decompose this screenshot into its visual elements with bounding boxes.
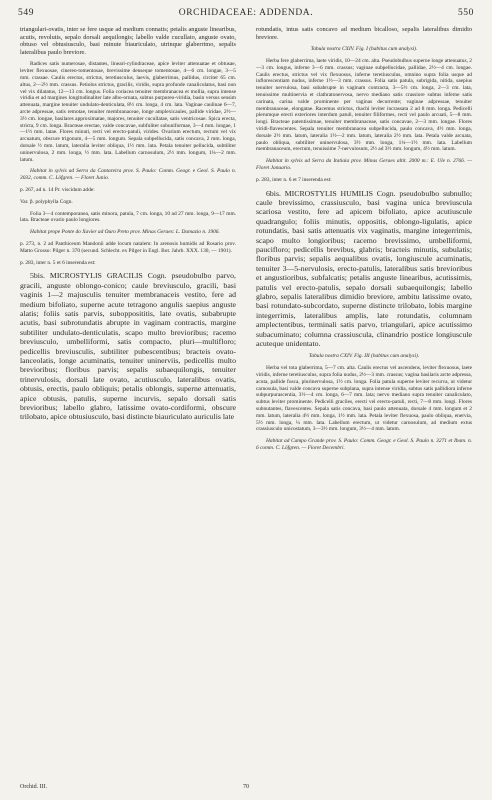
right-para-8: Herba vel tota glaberrima, 5—7 cm. alta. Caulis erectus vel ascendens, leviter flexuosus, laete viridis, inferne teretiusculus, supra folia nudus, 2½—3 mm. crassus; vagina basilaris arcte adpressa, acuta, pallide fusca, plurinervulosa, 1½ cm. longa. Folia patula superne leviter recurva, ut videtur carnosula, basi valde concava superne subplana, supra intense viridia, subtus satis pallidiora inferne subpurpurascentia, 3½—4 cm. longa, 6—7 mm. lata; nervo mediano supra tenuiter canaliculato, subtus leviter prominente. Pedicelli graciles, erecti vel erecto-patuli, recti, 7—8 mm. longi. Flores subnutantes, flavescentes. Sepala satis concava, basi paulo attenuata, dorsale 4 mm. longum et 2 mm. latum, lateralia 4½ mm. longa, 1½ mm. lata. Petala leviter flexuosa, paulo obliqua, enervia, 5½ mm. longa, ¼ mm. lata. Labellum erectum, ut videtur carnosulum, ad medium extus crassiusculo unicostatum, 3—3½ mm. longum, 3½—4 mm. latum. bbox=[256, 365, 472, 433]
left-para-1: triangulari-ovatis, inter se fere usque ad medium connatis; petalis anguste linearibus, acutis, revolutis, sepalo dorsali aequilongis; labello valde cucullato, anguste ovato, obtuso vel obtusiusculo, basi minute biauriculato, utrinque glaberrimo, sepalis lateralibus paulo breviore. bbox=[20, 26, 236, 56]
page-number-left: 549 bbox=[18, 8, 35, 18]
left-ref-2: p. 273, n. 2 ad Panthiceum Mandonii adde locum natalem: In arenosis humidis ad Rosario prov. Matto Grosso: Pilger n. 370 (secund. Schlecht. ex Pilger in Engl. Bot. Jahrb. XXX. 130, — 1901). bbox=[20, 240, 236, 254]
left-habitat-1: Habitat in sylvis ad Serra da Cantareira prov. S. Paulo: Comm. Geogr. e Geol. S. Paulo n. 3032, comm. C. Löfgren. — Floret Junio. bbox=[20, 168, 236, 182]
left-species-description: 5bis. MICROSTYLIS GRACILIS Cogn. pseudobulbo parvo, gracili, anguste oblongo-conico; caule breviusculo, gracili, basi vaginis 1—2 majusculis tenuiter membranaceis vestito, fere ad medium bifoliato, superne acute tetragono angulis saepius anguste alatis; foliis satis parvis, subopposititis, late ovatis, subabrupte acutis, basi subrotundatis abrupte in vaginam contractis, margine subtiliter undulato-denticulatis, scapo multo brevioribus; racemo breviusculo, umbelliformi, satis compacto, pluri—multifloro; pedicellis breviusculis, subtiliter pubescentibus; bracteis ovato-lanceolatis, longe acuminatis, tenuiter uninerviis, pedicellis multo brevioribus; floribus parvis; sepalis subaequilongis, tenuiter trinervulosis, dorsali late ovato, acutiusculo, lateralibus ovatis, obtusis, erectis, paulo obliquis; petalis oblongis, superne attenuatis, apice obtusis, patulis, superne incurvis, sepalo dorsali satis brevioribus; labello glabro, latissime ovato-cordiformi, obscure trilobato, apice obtusiusculo, basi distincte biauriculato auriculis late bbox=[20, 271, 236, 422]
left-ref-1: p. 267, ad n. 14 Pr. viscidum adde: bbox=[20, 186, 95, 193]
left-column bbox=[20, 26, 236, 786]
left-variety: Var. β. polyphylla Cogn. bbox=[20, 198, 73, 205]
right-plate-ref-1: Tabula nostra CXIV. Fig. I (habitus cum analysi). bbox=[310, 46, 418, 53]
footer-signature: Orchid. III. bbox=[20, 784, 48, 790]
right-plate-ref-2: Tabula nostra CXIV. Fig. III (habitus cum analysi). bbox=[308, 353, 420, 360]
right-column bbox=[256, 26, 472, 786]
right-habitat-2: Habitat ad Campo Grande prov. S. Paulo: Comm. Geogr. e Geol. S. Paulo n. 3271 et Ibam. n. 6 comm. C. Löfgren. — Floret Decembri. bbox=[256, 438, 472, 451]
right-para-3: Herba fere glaberrima, laete viridis, 10—24 cm. alta. Pseudobulbus superne longe attenuatus, 2—3 cm. longus, inferne 3—6 mm. crassus; vaginae subpellucidae, pallidae, 2½—4 cm. longae. Caulis erectus, strictus vel vix flexuosus, inferne teretiusculus, omnino supra folia usque ad inflorescentiam nudus, inferne 1½—3 mm. crassus. Folia satis patula, subrigida, nitida, saepius tenuiter nervulosa, basi subabrupte in vaginam contracta, 3—5½ cm. longa, 2—3 cm. lata, tenuissime multinervia et clathratonervosa, nervo mediano satis crassiore subtus inferne satis carinata, carina valde prominente per vaginas decurrente; vaginae adpressae, tenuiter membranaceae, elongatae. Racemus strictus, rhachi leviter incrassata 2 ad 8 mm. longa. Pedicelli plerumque erecti exteriores interdum patuli, tenuiter filiformes, recti vel paulo arcuati, 5—8 mm. longi. Bracteae patentissimae, tenuiter membranaceae, satis concavae, 2—3 mm. longae. Flores viridi-flavescentes. Sepala tenuiter membranacea subpellucida, paulo concava, 4½ mm. longa, dorsale 2½ mm. latum, lateralia 1½—2 mm. latum, lateralia 2½ mm. lata. Petala valde arcuata, paulo obliqua, subtiliter uninervulosa, 3½ mm. longa, 1¼—1½ mm. lata. Labellum membranaceum, erectum, tenuissime 7-nervulosum, 2½ ad 3½ mm. longum, 4½ mm. latum. bbox=[256, 57, 472, 153]
page-footer bbox=[20, 784, 472, 794]
right-species-description: 6bis. MICROSTYLIS HUMILIS Cogn. pseudobulbo subnullo; caule brevissimo, crassiusculo, basi vagina unica breviuscula scariosa vestito, fere ad apicem bifoliato, apice acutiuscule quadrangulo; foliis minutis, oppositis, oblongo-ligulatis, apice rotundatis, basi satis attenuatis vix vaginatis, margine integerrimis, scapo multo longioribus; racemo brevissimo, umbelliformi, paucifloro; pedicellis brevibus, glabris; bracteis minutis, subulatis; floribus parvis; sepalis aequalibus ovatis, longiuscule acuminatis, tenuiter 3—5-nervulosis, erecto-patulis, lateralibus satis brevioribus et angustioribus, subfalcatis; petalis anguste linearibus, acutissimis, patulis vel erecto-patulis, sepalo dorsali subaequilongis; labello glabro, sepalis lateralibus dimidio breviore, ambitu latissime ovato, basi rotundato-subcordato, superne distincte trilobato, lobis margine integerrimis, lateralibus amplis, late rotundatis, columnam amplectentibus, terminali satis parvo, triangulari, apice acutissimo subacuminato; columna crassiuscula, clinandrio postice longiuscule acuteque unidentato. bbox=[256, 188, 472, 349]
running-title: ORCHIDACEAE: ADDENDA. bbox=[178, 8, 314, 18]
running-header bbox=[18, 8, 474, 22]
left-ref-3: p. 283, inter n. 5 et 6 inserenda est: bbox=[20, 259, 96, 266]
right-habitat-1: Habitat in sylvis ad Serra da Itatiaia prov. Minas Geraes altit. 2000 m.: E. Ule n. 2766. — Floret Januario. bbox=[256, 158, 472, 171]
left-para-6: Folia 3—4 contemporanea, satis minora, patula, 7 cm. longa, 10 ad 27 mm. longa, 9—17 mm. lata. Bracteae ovario paulo longiores. bbox=[20, 210, 236, 224]
page-number-right: 550 bbox=[457, 8, 474, 18]
left-para-2: Radices satis numerosae, distantes, lineari-cylindraceae, apice leviter attenuatae et obtusae, leviter flexuosae, cinereo-tomentosae, brevissime denseque tomentosae, 4—6 cm. longae, 3—5 mm. crassae. Caulis erectus, strictus, teretiusculus, laevis, glaberrimus, pallidus, circiter 65 cm. altus, 2—2½ mm. crassus. Petiolus strictus, gracilis, viridis, supra profunde canaliculatus, basi non vel vix dilatatus, 12—13 cm. longus. Folia coriacea tenuiter membranacea et mollia, supra intense viridia et ad margines longitudinaliter late albo-ornata, subtus purpureo-viridia, basin versus sensim attenuata, margine tenuiter undulato-denticulata, 8½ cm. longa, 4 cm. lata. Vaginae caulinae 6—7, arcte adpressae, satis remotae, tenuiter membranaceae, longe amplexicaules, pallide viridae, 2½—3½ cm. longae, basilares approximatae, majores, tenuiter cucullatae, satis ventricosae. Spica erecta, stricta, 9 cm. longa. Bracteae erectae, valde concavae, subfuliter subuniformae, 3—4 mm. longae, 1—1½ mm. latae. Flores minuti, recti vel erecto-patuli, virides. Ovarium erectum, rectum vel vix arcuatum, obscure trigonum, 4—5 mm. longum. Sepala subpellucida, satis concava, 2 mm. longa, dorsale ½ mm. latum, lateralia leviter obliqua, 1½ mm. lata. Petala tenuiter pellucida, subtiliter uninervulosa, 2 mm. longa, ½ mm. lata. Labellum carnosulum, 2½ mm. longum, 1¼—2 mm. latum. bbox=[20, 61, 236, 163]
right-para-1: rotundatis, intus satis concavo ad medium bicalloso, sepalis lateralibus dimidio breviore. bbox=[256, 26, 472, 41]
footer-number: 70 bbox=[243, 784, 249, 790]
right-ref-1: p. 283, inter n. 6 et 7 inserenda est: bbox=[256, 176, 332, 183]
left-habitat-2: Habitat prope Ponte do Xavier ad Ouro Preto prov. Minas Geraes: L. Damazio n. 1906. bbox=[30, 229, 220, 236]
